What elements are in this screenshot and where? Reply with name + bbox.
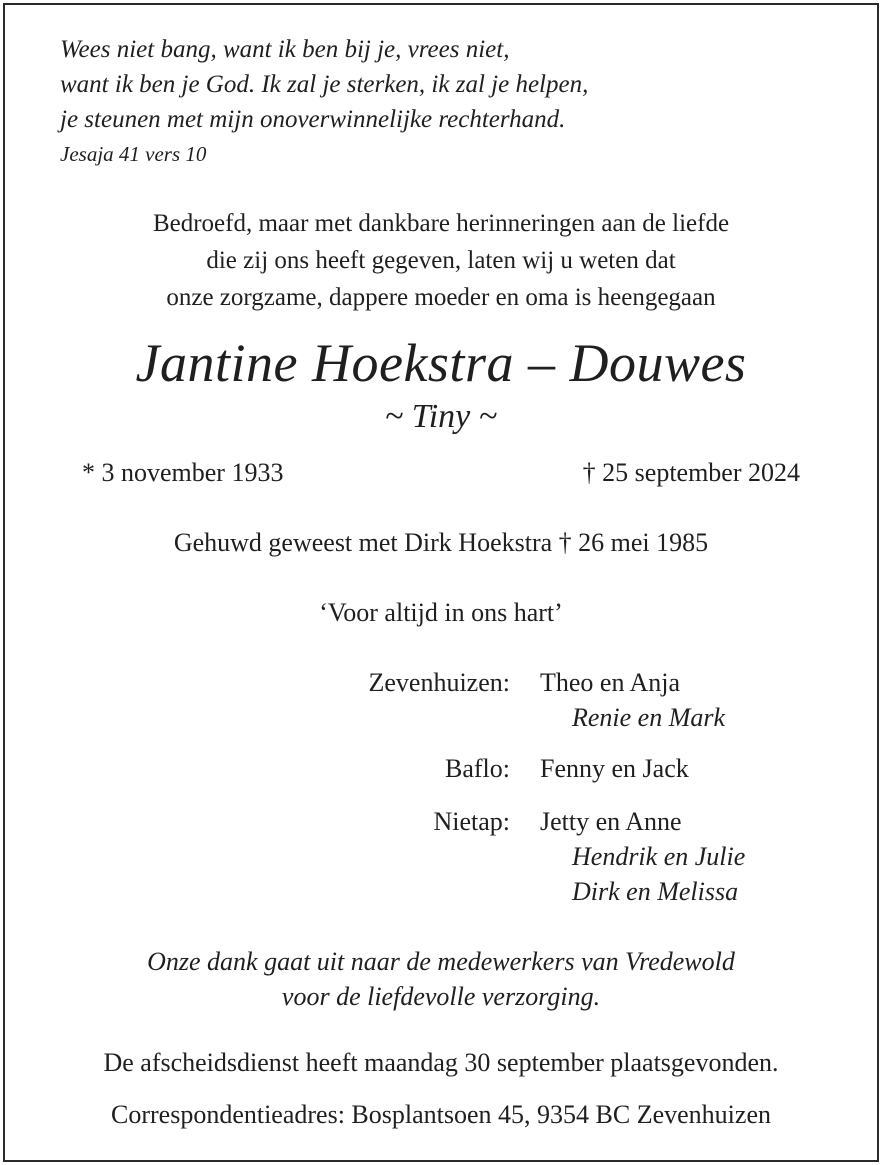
intro-text — [0, 205, 882, 316]
family-names: Theo en Anja — [540, 668, 681, 697]
deceased-nickname: ~ Tiny ~ — [384, 398, 498, 435]
correspondence-address: Correspondentieadres: Bosplantsoen 45, 9354 BC Zevenhuizen — [111, 1100, 771, 1129]
grandchildren-names: Dirk en Melissa — [572, 877, 739, 906]
deceased-name: Jantine Hoekstra – Douwes — [135, 333, 747, 393]
verse-line: je steunen met mijn onoverwinnelijke rechterhand. — [60, 106, 566, 133]
family-place: Nietap: — [433, 807, 510, 836]
verse-line: want ik ben je God. Ik zal je sterken, ik zal je helpen, — [60, 71, 589, 98]
motto: ‘Voor altijd in ons hart’ — [319, 598, 563, 627]
grandchildren-names: Renie en Mark — [572, 703, 726, 732]
thanks-line: voor de liefdevolle verzorging. — [281, 982, 601, 1011]
service-note: De afscheidsdienst heeft maandag 30 september plaatsgevonden. — [103, 1048, 779, 1077]
bible-verse — [60, 32, 588, 137]
family-names: Jetty en Anne — [540, 807, 682, 836]
grandchildren-names: Hendrik en Julie — [572, 842, 746, 871]
verse-reference: Jesaja 41 vers 10 — [60, 142, 207, 166]
thanks-note — [0, 944, 882, 1014]
birth-date: * 3 november 1933 — [82, 458, 284, 487]
intro-line: onze zorgzame, dappere moeder en oma is heengegaan — [166, 284, 716, 311]
marriage-note: Gehuwd geweest met Dirk Hoekstra † 26 mei 1985 — [173, 528, 709, 557]
thanks-line: Onze dank gaat uit naar de medewerkers van Vredewold — [147, 947, 735, 976]
death-date: † 25 september 2024 — [582, 458, 800, 487]
intro-line: Bedroefd, maar met dankbare herinneringen aan de liefde — [152, 210, 730, 237]
family-place: Baflo: — [445, 754, 510, 783]
intro-line: die zij ons heeft gegeven, laten wij u weten dat — [206, 247, 676, 274]
family-names: Fenny en Jack — [540, 754, 689, 783]
family-place: Zevenhuizen: — [368, 668, 510, 697]
verse-line: Wees niet bang, want ik ben bij je, vrees niet, — [60, 36, 510, 63]
